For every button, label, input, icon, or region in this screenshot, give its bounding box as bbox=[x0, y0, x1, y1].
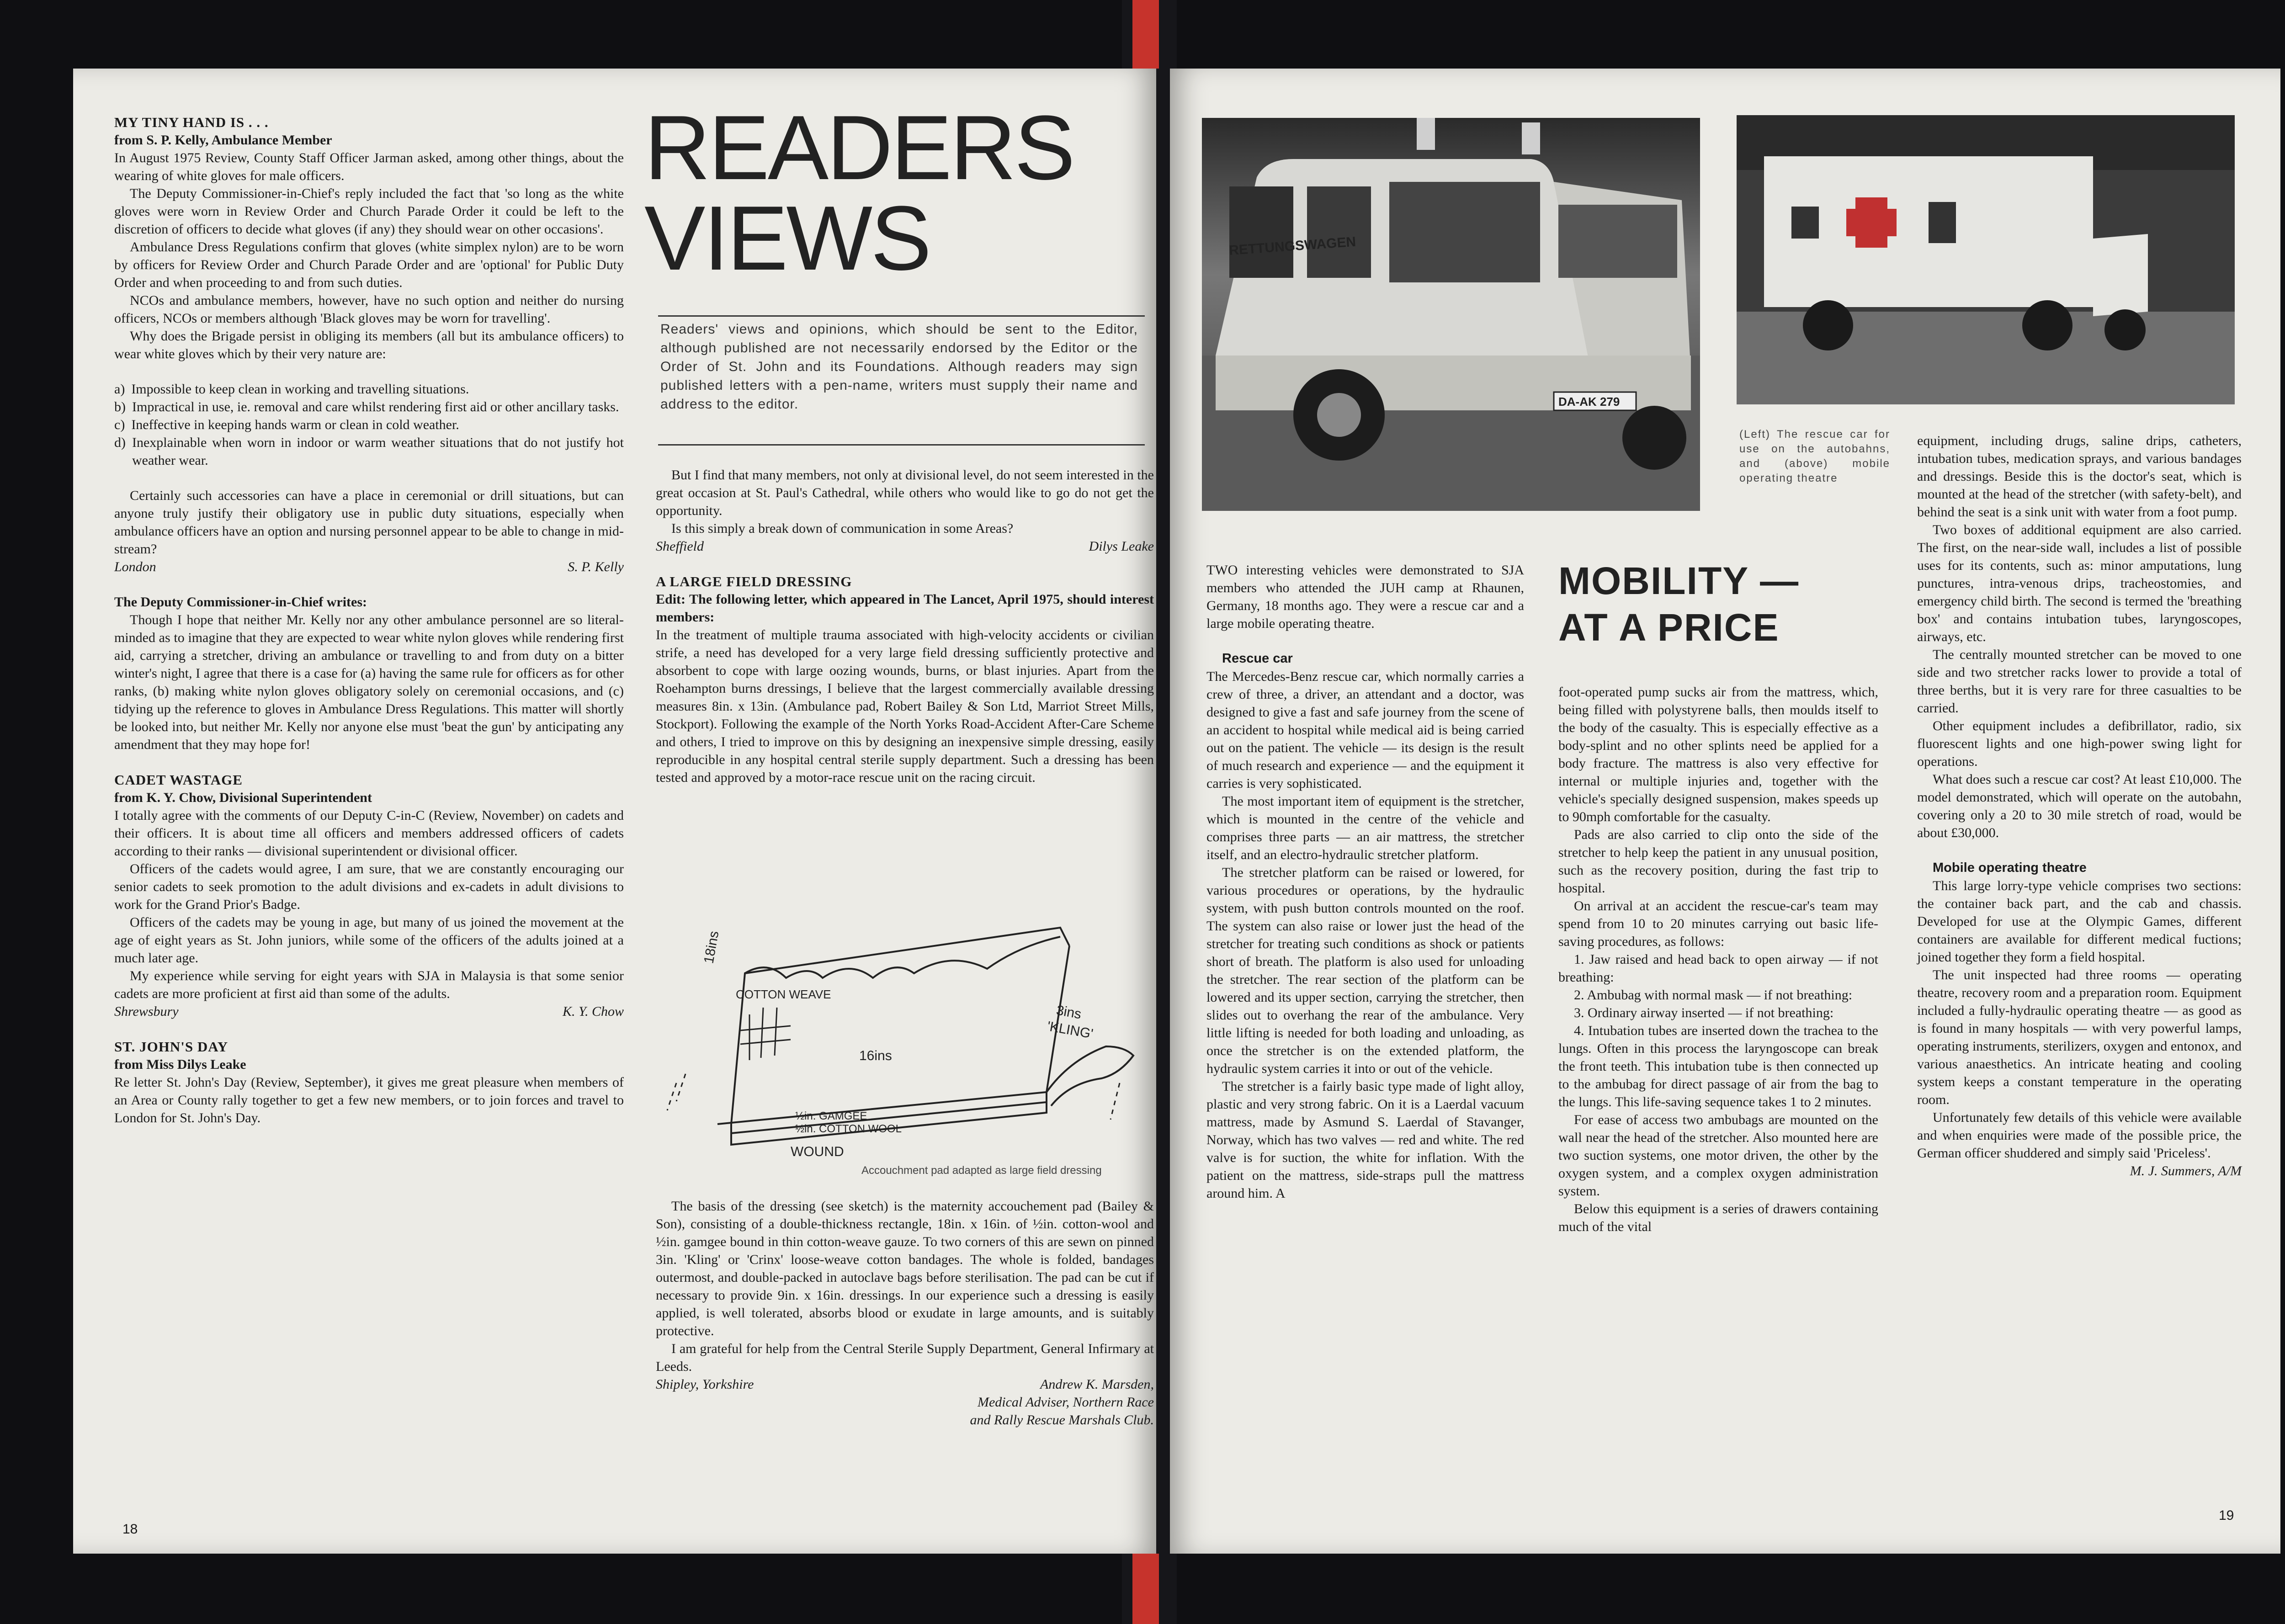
bookmark-ribbon-bottom bbox=[1132, 1554, 1159, 1624]
reply-heading: The Deputy Commissioner-in-Chief writes: bbox=[114, 594, 367, 610]
paragraph: The most important item of equipment is the stretcher, which is mounted in the centre of the vehicle and comprises three parts — an air mattress, the stretcher itself, and an electro-hydraulic stretcher platform. bbox=[1206, 794, 1524, 862]
paragraph: Other equipment includes a defibrillator, radio, six fluorescent lights and one high-power swing light for operations. bbox=[1917, 718, 2242, 769]
vehicle-sign-text: RETTUNGSWAGEN bbox=[1228, 234, 1357, 258]
author-signature: M. J. Summers, A/M bbox=[2130, 1163, 2242, 1178]
paragraph: The unit inspected had three rooms — operating theatre, recovery room and a preparation room. Equipment included a fully-hydraulic operating theatre — as good as is found in many hospitals — with very powerful lamps, operating instruments, sterilizers, oxygen and entonox, and various anaesthetics. An intricate heating and cooling system keeps a constant temperature in the operating room. bbox=[1917, 967, 2242, 1107]
paragraph: My experience while serving for eight years with SJA in Malaysia is that some senior cadets are more proficient at first aid than some of the adults. bbox=[114, 968, 624, 1001]
paragraph: The Mercedes-Benz rescue car, which normally carries a crew of three, a driver, an attendant and a doctor, was designed to give a fast and safe journey from the scene of an accident to hospital while medical aid is being carried out on the patient. The vehicle — its design is the result of much research and experience — and the equipment it carries is very sophisticated. bbox=[1206, 669, 1524, 791]
paragraph: In August 1975 Review, County Staff Officer Jarman asked, among other things, about the wearing of white gloves for male officers. bbox=[114, 150, 624, 183]
sketch-label-cotton: COTTON WEAVE bbox=[736, 987, 831, 1001]
paragraph: Officers of the cadets would agree, I am sure, that we are constantly encouraging our senior cadets to seek promotion to the adult divisions and ex-cadets in adult divisions to work for the Grand Prior's Badge. bbox=[114, 861, 624, 912]
section-intro: Readers' views and opinions, which should be sent to the Editor, although published are not necessarily endorsed by the Editor or the Order of St. John and its Foundations. Although readers may sign published letters with a pen-name, writers must supply their name and address to the editor. bbox=[660, 322, 1138, 412]
paragraph: But I find that many members, not only at divisional level, do not seem interested in the great occasion at St. Paul's Cathedral, while others who would like to go do not get the opportunity. bbox=[656, 467, 1154, 518]
list-item: d) Inexplainable when worn in indoor or warm weather situations that do not justify hot weather wear. bbox=[114, 435, 624, 468]
masthead-rule-top bbox=[658, 315, 1145, 317]
paragraph: The basis of the dressing (see sketch) is the maternity accouchement pad (Bailey & Son), consisting of a double-thickness rectangle, 18in. x 16in. of ½in. cotton-wool and ½in. gamgee bound in thin cotton-weave gauze. To two corners of this are sewn on pinned 3in. 'Kling' or 'Crinx' loose-weave cotton bandages. The whole is folded, bandages outermost, and double-packed in autoclave bags before sterilisation. The pad can be cut if necessary to provide 9in. x 16in. dressings. In our experience such a dressing is easily applied, is well tolerated, absorbs blood or exudate in large amounts, and is suitably protective. bbox=[656, 1199, 1154, 1338]
paragraph: I am grateful for help from the Central Sterile Supply Department, General Infirmary at Leeds. bbox=[656, 1341, 1154, 1374]
paragraph: Below this equipment is a series of drawers containing much of the vital bbox=[1558, 1201, 1878, 1234]
sketch-caption: Accouchment pad adapted as large field dressing bbox=[861, 1164, 1102, 1177]
article-headline: MOBILITY — AT A PRICE bbox=[1558, 559, 1800, 649]
paragraph: Two boxes of additional equipment are also carried. The first, on the near-side wall, includes a list of possible uses for its contents, such as: minor amputations, lung punctures, intra-venous drips, tracheostomies, and emergency child birth. The second is termed the 'breathing box' and contains intubation tubes, laryngoscopes, airways, etc. bbox=[1917, 522, 2242, 644]
paragraph: Unfortunately few details of this vehicle were available and when enquiries were made of the possible price, the German officer shuddered and simply said 'Priceless'. bbox=[1917, 1110, 2242, 1161]
page-number-right: 19 bbox=[2219, 1508, 2234, 1523]
list-item: c) Ineffective in keeping hands warm or clean in cold weather. bbox=[114, 417, 459, 432]
paragraph: NCOs and ambulance members, however, have no such option and neither do nursing officers, NCOs or members although 'Black gloves may be worn for travelling'. bbox=[114, 293, 624, 326]
signature-line: and Rally Rescue Marshals Club. bbox=[970, 1412, 1154, 1428]
right-column-2 bbox=[1558, 683, 1878, 1236]
letter-title: A LARGE FIELD DRESSING bbox=[656, 573, 852, 589]
signature-line: London S. P. Kelly bbox=[114, 559, 624, 574]
sketch-label-kling-size: 3ins bbox=[1055, 1003, 1083, 1022]
paragraph: For ease of access two ambubags are mounted on the wall near the head of the stretcher. Also mounted here are two suction systems, one motor driven, the other by the oxygen system, and a complex oxygen administration system. bbox=[1558, 1112, 1878, 1199]
paragraph: Why does the Brigade persist in obliging its members (all but its ambulance officers) to wear white gloves which by their very nature are: bbox=[114, 329, 624, 361]
paragraph: The stretcher platform can be raised or lowered, for various procedures or operations, by the hydraulic system, with push button controls mounted on the roof. The system can also raise or lower just the head of the stretcher for treating such conditions as shock or patients short of breath. The platform is also used for unloading the stretcher. The rear section of the platform can be lowered and its upper section, carrying the stretcher, then slides out to overhang the rear of the ambulance. Very little lifting is needed for both loading and unloading, as once the stretcher is on the extended platform, the hydraulic system carries it into or out of the vehicle. bbox=[1206, 865, 1524, 1076]
reasons-list bbox=[114, 380, 624, 469]
paragraph: The centrally mounted stretcher can be moved to one side and two stretcher racks lower to provide a total of three berths, but it is very rare for three casualties to be carried. bbox=[1917, 647, 2242, 716]
paragraph: 1. Jaw raised and head back to open airway — if not breathing: bbox=[1558, 952, 1878, 985]
subheading: Rescue car bbox=[1222, 651, 1293, 666]
subheading: Mobile operating theatre bbox=[1933, 860, 2087, 875]
masthead-rule-bottom bbox=[658, 444, 1145, 446]
sketch-label-wool: ½in. COTTON WOOL bbox=[795, 1123, 902, 1135]
paragraph: What does such a rescue car cost? At least £10,000. The model demonstrated, which will operate on the autobahn, covering only a 20 to 30 mile stretch of road, would be about £30,000. bbox=[1917, 772, 2242, 840]
letter-title: CADET WASTAGE bbox=[114, 772, 243, 788]
sketch-label-length: 16ins bbox=[859, 1048, 892, 1063]
photo-caption: (Left) The rescue car for use on the autobahns, and (above) mobile operating theatre bbox=[1739, 428, 1890, 484]
field-dressing-sketch bbox=[658, 909, 1161, 1165]
paragraph: The Deputy Commissioner-in-Chief's reply included the fact that 'so long as the white gloves were worn in Review Order and Church Parade Order it could be left to the discretion of officers to decide what gloves (if any) they should wear on other occasions'. bbox=[114, 186, 624, 237]
letter-byline: Edit: The following letter, which appeared in The Lancet, April 1975, should interest members: bbox=[656, 592, 1154, 625]
letter-byline: from S. P. Kelly, Ambulance Member bbox=[114, 133, 332, 148]
operating-theatre-photo bbox=[1737, 115, 2235, 404]
letter-title: MY TINY HAND IS . . . bbox=[114, 114, 269, 130]
sketch-label-gamgee: ½in. GAMGEE bbox=[795, 1110, 867, 1122]
paragraph: Officers of the cadets may be young in age, but many of us joined the movement at the age of eight years as St. John juniors, while some of the officers of the adults joined at a much later age. bbox=[114, 915, 624, 966]
rescue-car-photo bbox=[1202, 118, 1700, 511]
signature-line: Sheffield Dilys Leake bbox=[656, 539, 1154, 554]
paragraph: equipment, including drugs, saline drips, catheters, intubation tubes, medication sprays, and various bandages and dressings. Beside this is the doctor's seat, which is mounted at the head of the stretcher (with safety-belt), and behind the seat is a sink unit with water from a foot pump. bbox=[1917, 433, 2242, 520]
paragraph: Ambulance Dress Regulations confirm that gloves (white simplex nylon) are to be worn by officers for Review Order and Church Parade Order and are 'optional' for Public Duty Order and when proceeding to and from such duties. bbox=[114, 239, 624, 290]
letter-title: ST. JOHN'S DAY bbox=[114, 1039, 228, 1055]
paragraph: 3. Ordinary airway inserted — if not breathing: bbox=[1574, 1005, 1834, 1020]
paragraph: Certainly such accessories can have a place in ceremonial or drill situations, but can anyone truly justify their obligatory use in public duty situations, especially when ambulance officers have an option and nursing personnel appear to be able to change in mid-stream? bbox=[114, 488, 624, 557]
paragraph: foot-operated pump sucks air from the mattress, which, being filled with polystyrene balls, then moulds itself to the body of the casualty. This is especially effective as a body-splint and no other splints need be applied for a body fracture. The mattress is also very effective for internal or multiple injuries and, together with the vehicle's specially designed suspension, makes speeds up to 90mph comfortable for the casualty. bbox=[1558, 685, 1878, 824]
letter-byline: from K. Y. Chow, Divisional Superintendent bbox=[114, 790, 372, 805]
paragraph: On arrival at an accident the rescue-car's team may spend from 10 to 20 minutes carrying out basic life-saving procedures, as follows: bbox=[1558, 898, 1878, 949]
left-column-1 bbox=[114, 113, 624, 1127]
paragraph: Though I hope that neither Mr. Kelly nor any other ambulance personnel are so literal-minded as to imagine that they are expected to wear white nylon gloves while rendering first aid, carrying a stretcher, driving an ambulance or travelling to and from duty on a bitter winter's night, I agree that there is a case for (a) having the same rule for officers as for other ranks, (b) making white nylon gloves obligatory solely on ceremonial occasions, and (c) tidying up the reference to gloves in Ambulance Dress Regulations. This matter will shortly be looked into, but neither Mr. Kelly nor anyone else must 'beat the gun' by anticipating any amendment that they may hope for! bbox=[114, 612, 624, 752]
paragraph: I totally agree with the comments of our Deputy C-in-C (Review, November) on cadets and their officers. It is about time all officers and members addressed officers of cadets according to their ranks — divisional superintendent or divisional officer. bbox=[114, 808, 624, 859]
signature-line: Shrewsbury K. Y. Chow bbox=[114, 1004, 624, 1019]
signature-line: Shipley, Yorkshire Andrew K. Marsden, bbox=[656, 1377, 1154, 1392]
list-item: a) Impossible to keep clean in working and travelling situations. bbox=[114, 382, 469, 397]
paragraph: This large lorry-type vehicle comprises two sections: the container back part, and the cab and chassis. Developed for use at the Olympic Games, different containers are available for different medical fuctions; joined together they form a field hospital. bbox=[1917, 878, 2242, 965]
left-column-2-continued bbox=[656, 1197, 1154, 1429]
letter-byline: from Miss Dilys Leake bbox=[114, 1057, 246, 1072]
license-plate-text: DA-AK 279 bbox=[1558, 395, 1620, 409]
sketch-label-wound: WOUND bbox=[791, 1144, 844, 1159]
left-column-2 bbox=[656, 466, 1154, 786]
sketch-label-side: 18ins bbox=[701, 929, 722, 965]
right-column-1 bbox=[1206, 561, 1524, 1202]
paragraph: Pads are also carried to clip onto the side of the stretcher to help keep the patient in any unusual position, such as the recovery position, during the fast trip to hospital. bbox=[1558, 827, 1878, 896]
paragraph: Is this simply a break down of communication in some Areas? bbox=[671, 521, 1014, 536]
right-column-3 bbox=[1917, 432, 2242, 1180]
bookmark-ribbon-top bbox=[1132, 0, 1159, 69]
sketch-label-kling: 'KLING' bbox=[1046, 1019, 1095, 1042]
signature-line: Medical Adviser, Northern Race bbox=[977, 1395, 1154, 1410]
paragraph: TWO interesting vehicles were demonstrated to SJA members who attended the JUH camp at Rhaunen, Germany, 18 months ago. They were a rescue car and a large mobile operating theatre. bbox=[1206, 563, 1524, 631]
paragraph: The stretcher is a fairly basic type made of light alloy, plastic and very strong fabric. On it is a Laerdal vacuum mattress, made by Asmund S. Laerdal of Stavanger, Norway, which has two valves — red and white. The red valve is for suction, the white for inflation. With the patient on the mattress, side-straps pull the mattress around him. A bbox=[1206, 1079, 1524, 1201]
list-item: b) Impractical in use, ie. removal and care whilst rendering first aid or other ancillary tasks. bbox=[114, 399, 619, 414]
paragraph: Re letter St. John's Day (Review, September), it gives me great pleasure when members of an Area or County rally together to get a few new members, or to join forces and travel to London for St. John's Day. bbox=[114, 1075, 624, 1125]
paragraph: In the treatment of multiple trauma associated with high-velocity accidents or civilian strife, a need has developed for a very large field dressing sufficiently protective and absorbent to cope with large oozing wounds, burns, or blast injuries. Apart from the Roehampton burns dressings, I believe that the largest commercially available dressing measures 8in. x 13in. (Ambulance pad, Robert Bailey & Son Ltd, Marriot Street Mills, Stockport). Following the example of the North Yorks Road-Accident After-Care Scheme and others, I tried to improve on this by designing an inexpensive simple dressing, easily reproducible in any hospital central sterile supply department. Such a dressing has been tested and approved by a motor-race rescue unit on the racing circuit. bbox=[656, 627, 1154, 785]
paragraph: 4. Intubation tubes are inserted down the trachea to the lungs. Often in this process the laryngoscope can break the front teeth. This intubation tube is then connected up to the ambubag for direct passage of air from the bag to the lungs. This life-saving sequence takes 1 to 2 minutes. bbox=[1558, 1023, 1878, 1109]
masthead: READERS VIEWS bbox=[644, 97, 1073, 289]
page-number-left: 18 bbox=[122, 1522, 138, 1537]
paragraph: 2. Ambubag with normal mask — if not breathing: bbox=[1574, 987, 1853, 1003]
